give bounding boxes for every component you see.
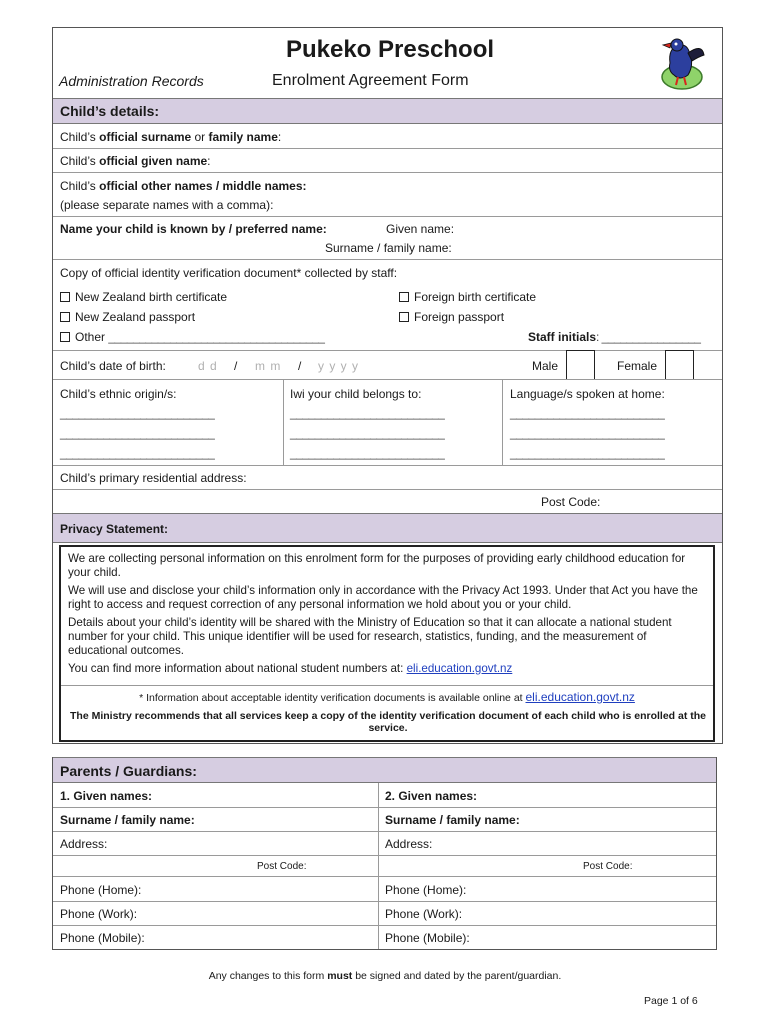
privacy-paragraph-3: Details about your child’s identity will be shared with the Ministry of Education so that it can allocate a national student number for your child. This unique identifier will be used for research, statistics, funding, and the measurement of educational outcomes. (68, 616, 672, 657)
parent2-phone-work: Phone (Work): (385, 907, 463, 921)
dob-label: Child’s date of birth: (60, 359, 166, 373)
checkbox-icon[interactable] (399, 292, 409, 302)
ethnic-line[interactable]: _________________________ (60, 426, 215, 440)
row-divider (53, 901, 716, 902)
checkbox-icon[interactable] (60, 292, 70, 302)
nsn-link[interactable]: eli.education.govt.nz (406, 662, 513, 675)
row-divider (53, 172, 722, 173)
female-label: Female (617, 359, 658, 373)
row-divider (53, 216, 722, 217)
checkbox-foreign-passport[interactable]: Foreign passport (399, 310, 504, 324)
parent2-surname-label: Surname / family name: (385, 813, 520, 827)
parent1-phone-mobile: Phone (Mobile): (60, 931, 145, 945)
parents-heading: Parents / Guardians: (60, 763, 197, 779)
child-post-code-label: Post Code: (541, 495, 601, 509)
iwi-line[interactable]: _________________________ (290, 406, 445, 420)
row-divider (53, 807, 716, 808)
parent1-phone-home: Phone (Home): (60, 883, 142, 897)
ethnic-line[interactable]: _________________________ (60, 406, 215, 420)
school-name: Pukeko Preschool (285, 36, 495, 63)
privacy-divider (61, 685, 713, 686)
row-divider (53, 831, 716, 832)
row-divider (53, 148, 722, 149)
row-divider (53, 259, 722, 260)
parents-frame (52, 757, 717, 950)
checkbox-icon[interactable] (60, 312, 70, 322)
dob-day-placeholder[interactable]: d d (198, 359, 218, 373)
parent1-surname-label: Surname / family name: (60, 813, 195, 827)
male-checkbox[interactable] (566, 350, 595, 380)
checkbox-other[interactable]: Other ___________________________________ (60, 330, 324, 344)
residential-address-label: Child’s primary residential address: (60, 471, 247, 485)
other-names-label: Child’s official other names / middle names: (60, 179, 307, 193)
dob-month-placeholder[interactable]: m m (255, 359, 282, 373)
id-document-label: Copy of official identity verification document* collected by staff: (60, 266, 398, 280)
parent1-phone-work: Phone (Work): (60, 907, 138, 921)
ethnic-line[interactable]: _________________________ (60, 446, 215, 460)
privacy-paragraph-4: You can find more information about national student numbers at: eli.education.govt.nz (68, 662, 513, 675)
checkbox-foreign-birth-cert[interactable]: Foreign birth certificate (399, 290, 536, 304)
iwi-line[interactable]: _________________________ (290, 426, 445, 440)
staff-initials[interactable]: Staff initials: ________________ (528, 330, 701, 344)
id-docs-link[interactable]: eli.education.govt.nz (525, 690, 635, 704)
preferred-name-label: Name your child is known by / preferred name: (60, 222, 327, 236)
dob-separator: / (234, 359, 238, 373)
parent1-given-label: 1. Given names: (60, 789, 153, 803)
official-given-label: Child’s official given name: (60, 154, 211, 168)
languages-label: Language/s spoken at home: (510, 387, 665, 401)
parent2-phone-mobile: Phone (Mobile): (385, 931, 470, 945)
other-names-note: (please separate names with a comma): (60, 198, 274, 212)
female-checkbox[interactable] (665, 350, 694, 380)
checkbox-icon[interactable] (399, 312, 409, 322)
row-divider (53, 350, 722, 351)
checkbox-nz-passport[interactable]: New Zealand passport (60, 310, 195, 324)
row-divider (53, 489, 722, 490)
language-line[interactable]: _________________________ (510, 406, 665, 420)
parent2-phone-home: Phone (Home): (385, 883, 467, 897)
column-divider (283, 379, 284, 465)
row-divider (53, 379, 722, 380)
ethnic-origin-label: Child’s ethnic origin/s: (60, 387, 177, 401)
privacy-heading: Privacy Statement: (60, 522, 169, 536)
column-divider (502, 379, 503, 465)
privacy-paragraph-2: We will use and disclose your child’s information only in accordance with the Privacy Act 1993. Under that Act you have the right to access and request correction of any personal information we hold about you or your child. (68, 584, 698, 611)
parent1-address-label: Address: (60, 837, 108, 851)
privacy-footnote: * Information about acceptable identity verification documents is available online at eli.education.govt.nz (139, 690, 635, 704)
parent1-post-code: Post Code: (257, 861, 307, 872)
footer-note: Any changes to this form must be signed and dated by the parent/guardian. (208, 970, 562, 982)
form-title: Enrolment Agreement Form (272, 72, 469, 89)
row-divider (53, 855, 716, 856)
language-line[interactable]: _________________________ (510, 426, 665, 440)
parent2-given-label: 2. Given names: (385, 789, 478, 803)
pukeko-logo-icon (658, 33, 710, 93)
dob-separator: / (298, 359, 302, 373)
ministry-recommendation: The Ministry recommends that all services keep a copy of the identity verification document of each child who is enrolled at the service. (70, 710, 706, 734)
preferred-surname-label: Surname / family name: (325, 241, 452, 255)
male-label: Male (532, 359, 559, 373)
official-surname-label: Child’s official surname or family name: (60, 130, 282, 144)
iwi-line[interactable]: _________________________ (290, 446, 445, 460)
dob-year-placeholder[interactable]: y y y y (318, 359, 360, 373)
iwi-label: Iwi your child belongs to: (290, 387, 422, 401)
checkbox-icon[interactable] (60, 332, 70, 342)
row-divider (53, 925, 716, 926)
language-line[interactable]: _________________________ (510, 446, 665, 460)
row-divider (53, 876, 716, 877)
parent2-post-code: Post Code: (583, 861, 633, 872)
child-details-heading: Child’s details: (60, 103, 160, 119)
preferred-given-label: Given name: (386, 222, 455, 236)
checkbox-nz-birth-cert[interactable]: New Zealand birth certificate (60, 290, 227, 304)
page-number: Page 1 of 6 (644, 995, 698, 1007)
admin-records: Administration Records (59, 73, 204, 89)
parent2-address-label: Address: (385, 837, 433, 851)
privacy-paragraph-1: We are collecting personal information on this enrolment form for the purposes of providing early childhood education for your child. (68, 552, 686, 579)
row-divider (53, 465, 722, 466)
